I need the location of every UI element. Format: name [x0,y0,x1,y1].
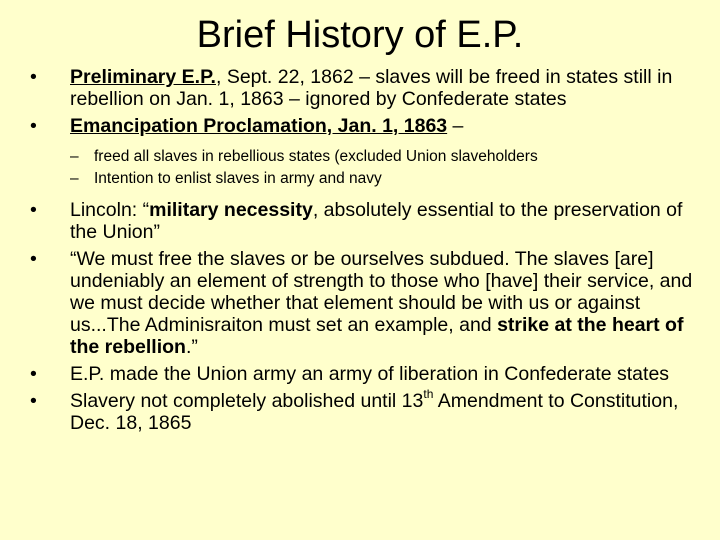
preliminary-ep-heading: Preliminary E.P. [70,66,216,88]
amendment-text-post: Amendment to Constitution, Dec. 18, 1865 [70,390,679,434]
sub-bullet-enlist-slaves [28,169,698,189]
lincoln-text-pre: Lincoln: “ [70,199,150,221]
sub-bullet-marker: – [70,170,79,187]
bullet-13th-amendment [28,386,698,434]
military-necessity-bold: military necessity [149,199,313,221]
lincoln-text-post: , absolutely essential to the preservation of the Union” [70,199,683,243]
bullet-marker: • [30,199,37,221]
bullet-preliminary-ep [28,66,698,110]
bullet-marker: • [30,363,37,385]
emancipation-proclamation-dash: – [447,115,464,137]
bullet-lincoln-military-necessity [28,199,698,243]
bullet-army-of-liberation [28,363,698,385]
bullet-marker: • [30,248,37,270]
army-liberation-text: E.P. made the Union army an army of liberation in Confederate states [70,363,670,385]
bullet-marker: • [30,66,37,88]
preliminary-ep-text: , Sept. 22, 1862 – slaves will be freed in states still in rebellion on Jan. 1, 1863 – ignored by Confederate states [70,66,673,110]
slide-title: Brief History of E.P. [196,14,524,56]
bullet-marker: • [30,390,37,412]
amendment-text-pre: Slavery not completely abolished until 13 [70,390,424,412]
sub-bullet-text: freed all slaves in rebellious states (excluded Union slaveholders [94,148,538,165]
emancipation-proclamation-heading: Emancipation Proclamation, Jan. 1, 1863 [70,115,448,137]
quote-text-post: .” [185,336,198,358]
bullet-list [28,66,698,439]
quote-text-pre: “We must free the slaves or be ourselves subdued. The slaves [are] undeniably an element of strength to those who [have] their service, and we must decide whether that element should be with us or against us...The Adminisraiton must set an example, and [70,248,693,336]
ordinal-suffix: th [423,386,434,401]
bullet-marker: • [30,115,37,137]
sub-bullet-freed-slaves [28,147,698,167]
strike-heart-bold: strike at the heart of the rebellion [70,314,684,358]
bullet-lincoln-quote [28,248,698,358]
sub-bullet-text: Intention to enlist slaves in army and navy [94,170,382,187]
bullet-emancipation-proclamation [28,115,698,137]
sub-bullet-marker: – [70,148,79,165]
